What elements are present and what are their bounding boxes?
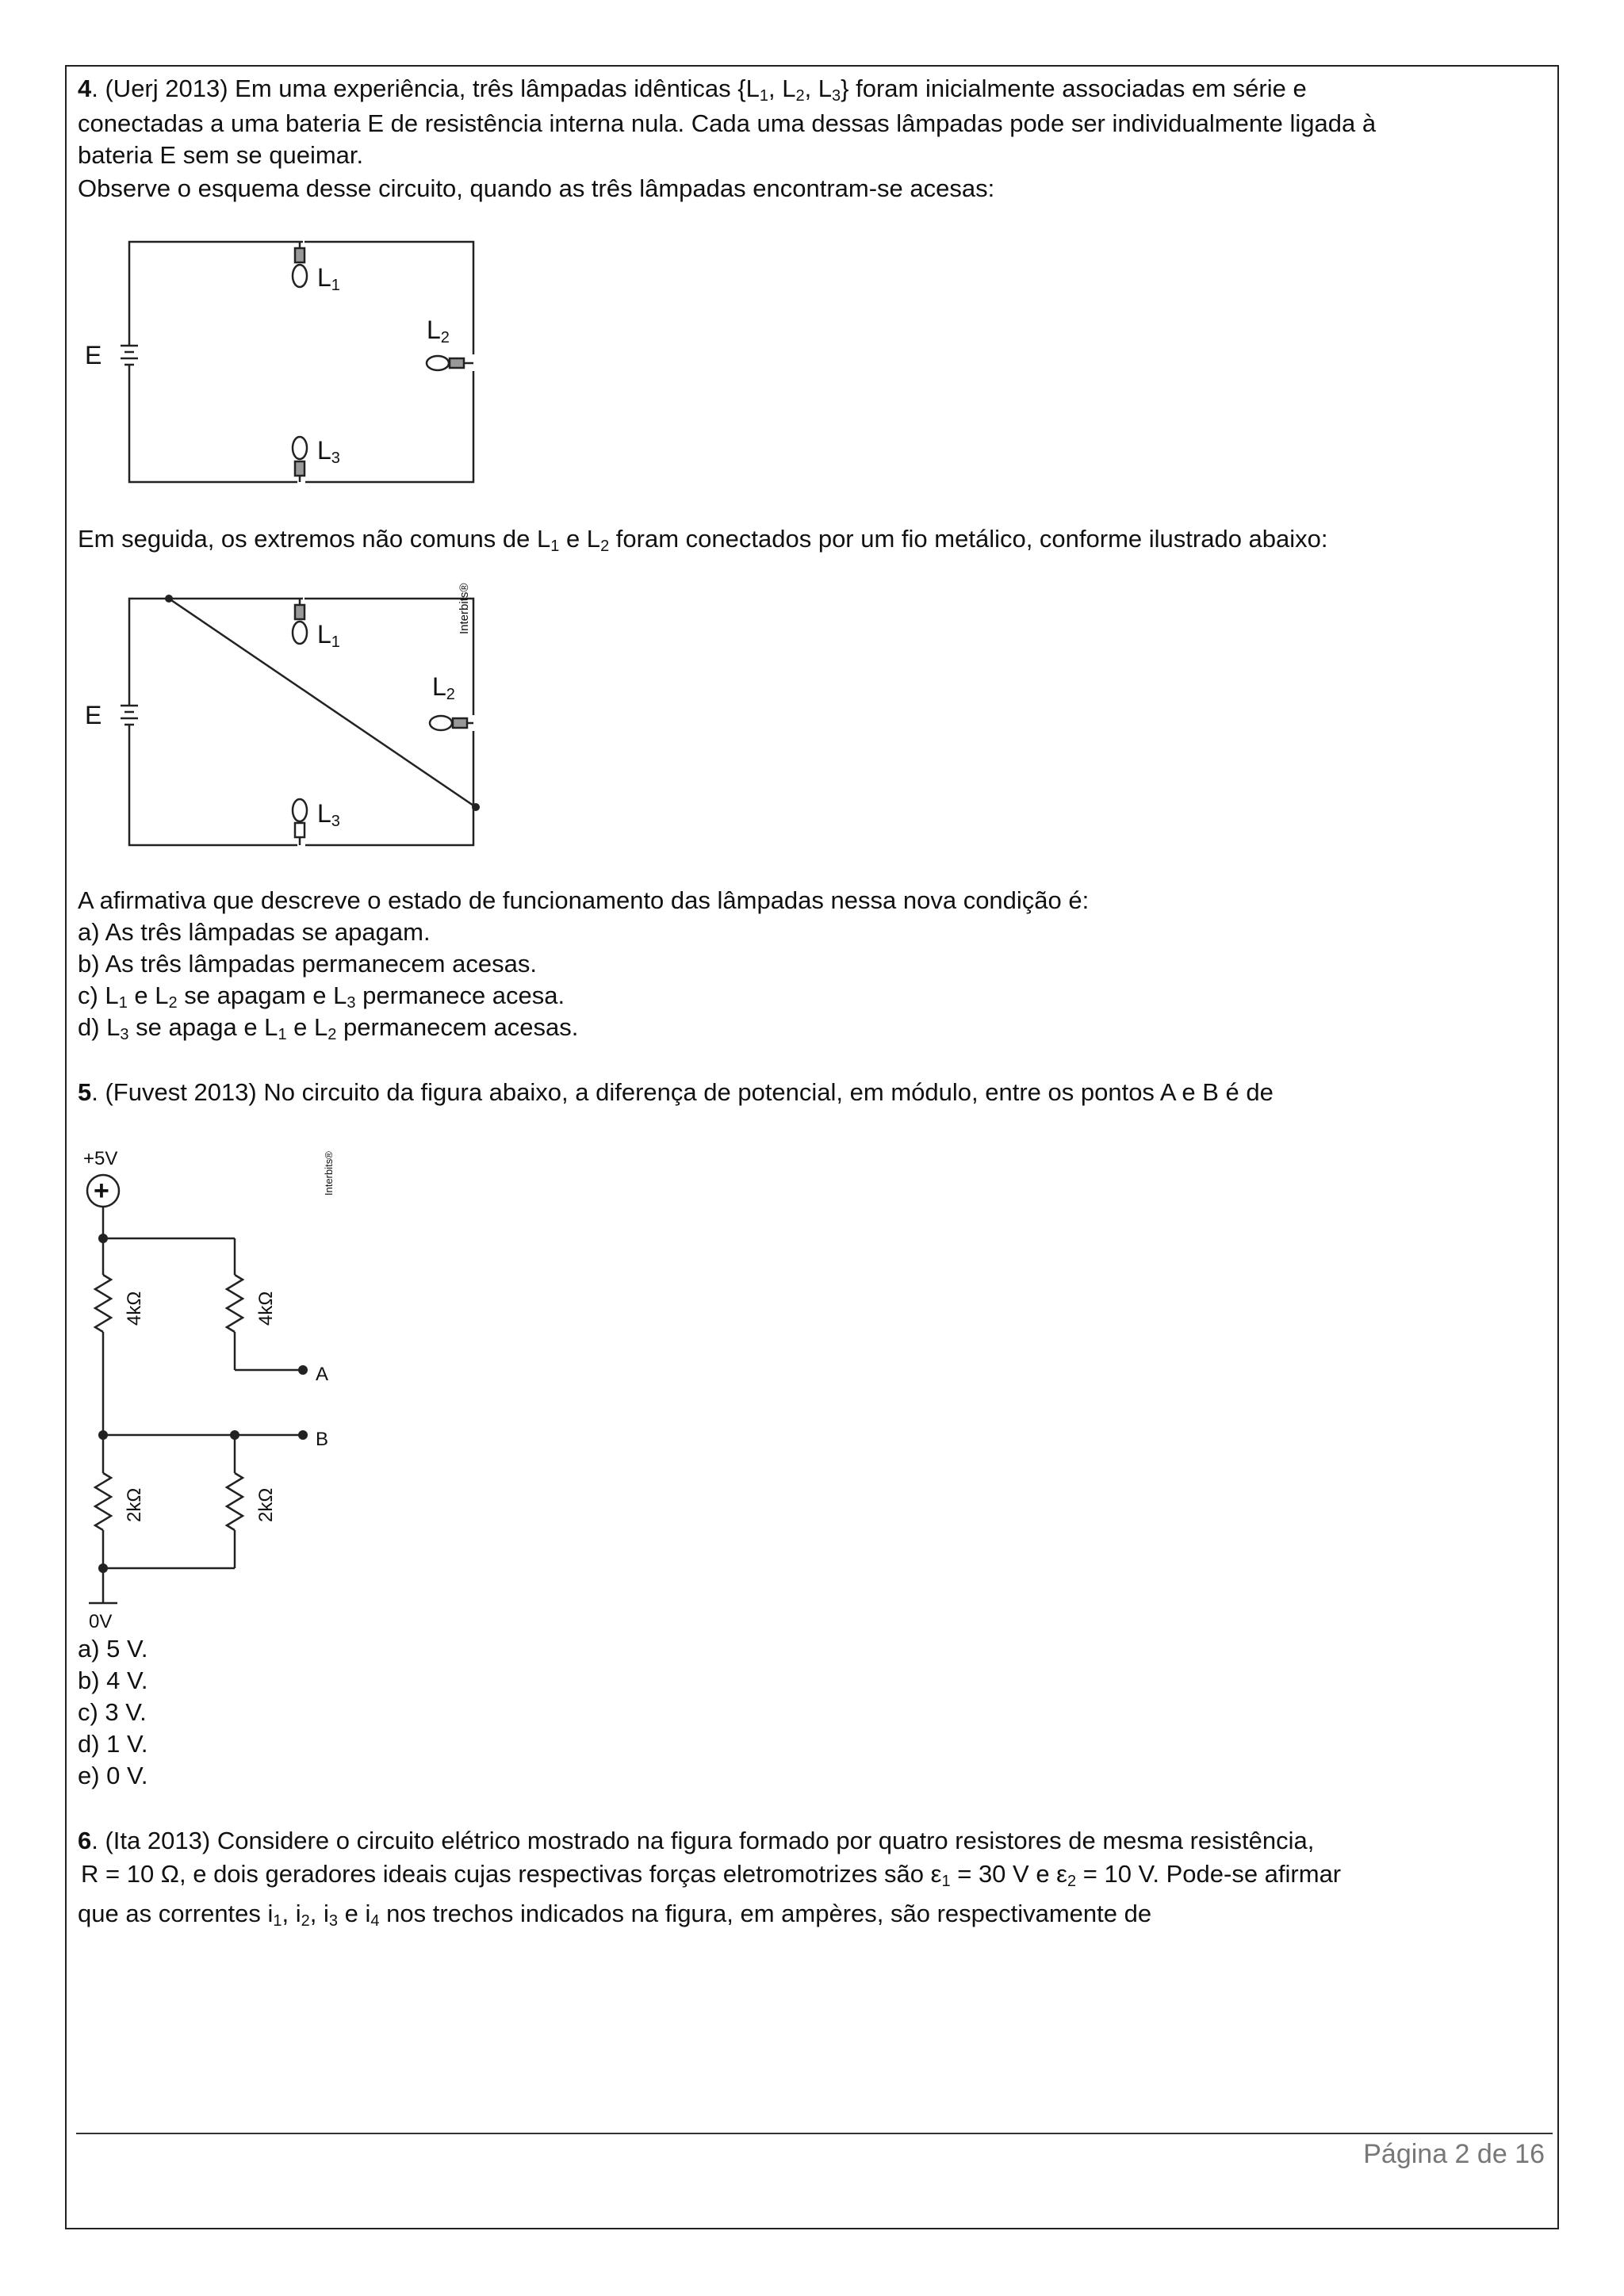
q5-bottom-voltage: 0V [89, 1611, 113, 1632]
q5-statement: 5. (Fuvest 2013) No circuito da figura abaixo, a diferença de potencial, em módulo, entre os pontos A e B é de [78, 1078, 1274, 1106]
q4-line4: Observe o esquema desse circuito, quando as três lâmpadas encontram-se acesas: [78, 174, 995, 202]
q4-fig1-l3-label: $L_3$ [317, 436, 340, 467]
q4-watermark: Interbits® [458, 583, 471, 634]
q4-fig2-l2-label: $L_2$ [432, 672, 455, 703]
q5-r1-label: 4kΩ [124, 1291, 145, 1326]
footer-divider [76, 2133, 1553, 2134]
q5-r3-label: 2kΩ [124, 1487, 145, 1522]
q6-line2: R = 10 Ω, e dois geradores ideais cujas respectivas forças eletromotrizes são $\varepsilon_1 = 30$ V e $\varepsilon_2 = 10$ V. Pode-se afirmar [81, 1860, 1342, 1890]
q5-top-voltage: +5V [83, 1148, 118, 1169]
q4-prompt: A afirmativa que descreve o estado de funcionamento das lâmpadas nessa nova condição é: [78, 886, 1090, 914]
q4-option-a: a) As três lâmpadas se apagam. [78, 918, 431, 946]
page-number: Página 2 de 16 [1363, 2139, 1545, 2169]
q4-option-c: c) $L_1$ e $L_2$ se apagam e $L_3$ permanece acesa. [78, 982, 565, 1012]
q5-r4-label: 2kΩ [255, 1487, 277, 1522]
q4-line1: 4. (Uerj 2013) Em uma experiência, três lâmpadas idênticas {$L_1$, $L_2$, $L_3$} foram inicialmente associadas em série e [78, 75, 1307, 105]
q5-option-d: d) 1 V. [78, 1730, 148, 1758]
q5-option-a: a) 5 V. [78, 1635, 148, 1663]
q4-fig1-l2-label: $L_2$ [427, 316, 450, 346]
q5-option-b: b) 4 V. [78, 1667, 148, 1694]
q5-watermark: Interbits® [323, 1151, 335, 1196]
q5-option-e: e) 0 V. [78, 1762, 148, 1789]
q4-option-d: d) $L_3$ se apaga e $L_1$ e $L_2$ permanecem acesas. [78, 1013, 579, 1043]
q4-middle-text: Em seguida, os extremos não comuns de $L_1$ e $L_2$ foram conectados por um fio metálico, conforme ilustrado abaixo: [78, 525, 1328, 555]
q5-r2-label: 4kΩ [255, 1291, 277, 1326]
q4-fig2-battery-label: E [85, 701, 102, 729]
q5-point-b: B [316, 1429, 329, 1450]
q6-line3: que as correntes $i_1$, $i_2$, $i_3$ e $i_4$ nos trechos indicados na figura, em ampères, são respectivamente de [78, 1900, 1152, 1930]
q4-fig2-l3-label: $L_3$ [317, 799, 340, 830]
q4-fig1-l1-label: $L_1$ [317, 263, 340, 294]
q6-line1: 6. (Ita 2013) Considere o circuito elétrico mostrado na figura formado por quatro resistores de mesma resistência, [78, 1827, 1315, 1854]
q4-line3: bateria E sem se queimar. [78, 141, 364, 169]
q4-fig2-l1-label: $L_1$ [317, 620, 340, 651]
q4-line2: conectadas a uma bateria E de resistência interna nula. Cada uma dessas lâmpadas pode ser individualmente ligada à [78, 109, 1377, 137]
q4-fig1-battery-label: E [85, 341, 102, 369]
q4-option-b: b) As três lâmpadas permanecem acesas. [78, 950, 537, 978]
q5-plus-sign: + [94, 1176, 109, 1206]
q5-option-c: c) 3 V. [78, 1698, 147, 1726]
q5-point-a: A [316, 1364, 329, 1385]
